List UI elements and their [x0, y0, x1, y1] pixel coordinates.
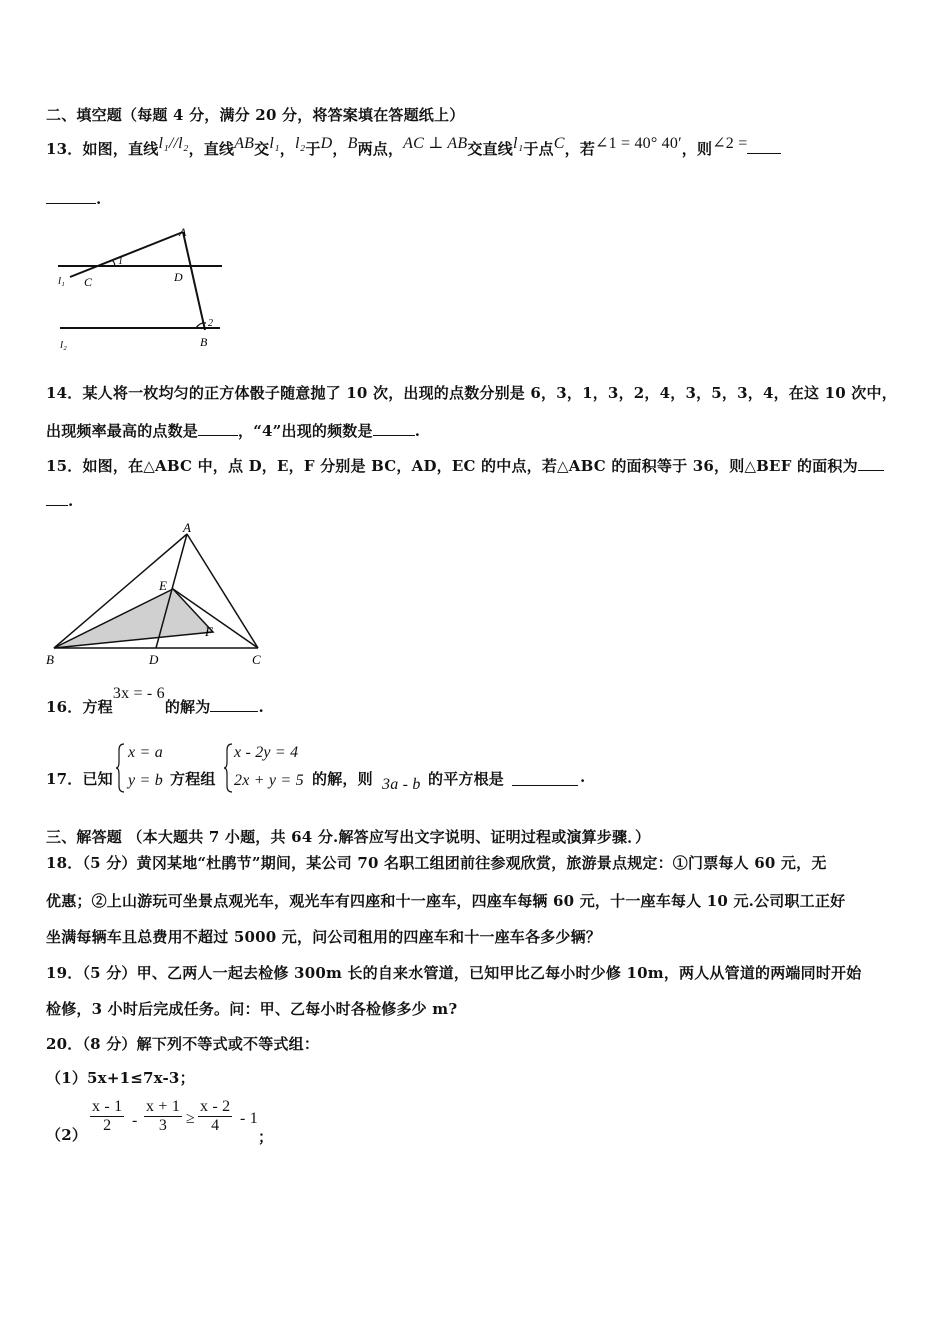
label-l2: l₂	[60, 339, 67, 351]
question-14-line2	[46, 420, 420, 441]
fraction-3	[198, 1098, 232, 1135]
line-ac	[70, 232, 183, 277]
q17-system1-row2: y = b	[128, 772, 163, 789]
q16-text: 16．方程	[46, 698, 113, 716]
left-brace-icon	[116, 742, 126, 794]
q13-text: 于	[305, 140, 321, 158]
question-13	[46, 135, 781, 159]
q20-part2-label: （2）	[46, 1126, 88, 1144]
q13-point-d: D	[320, 135, 333, 152]
q16-end: .	[258, 698, 264, 716]
label-angle-2: 2	[208, 318, 213, 329]
answer-blank[interactable]	[747, 152, 781, 154]
question-18-line2: 优惠；②上山游玩可坐景点观光车，观光车有四座和十一座车，四座车每辆 60 元，十一座车每人 10 元.公司职工正好	[46, 892, 846, 910]
answer-blank[interactable]	[512, 784, 578, 786]
q17-text: 方程组	[170, 770, 216, 788]
q17-expression: 3a - b	[382, 776, 421, 793]
q16-text: 的解为	[164, 698, 211, 716]
question-15-line1	[46, 455, 884, 476]
label-e: E	[159, 578, 167, 593]
shaded-triangle-bef	[54, 589, 213, 648]
figure-15-triangle	[40, 520, 275, 670]
q20-semicolon: ；	[258, 1128, 274, 1146]
q16-equation: 3x = - 6	[112, 685, 165, 702]
label-b: B	[200, 335, 208, 349]
q17-system1-row1: x = a	[128, 744, 163, 761]
q17-system2-row1: x - 2y = 4	[234, 744, 299, 761]
q13-text: 13．如图，直线	[46, 140, 159, 158]
answer-blank[interactable]	[858, 469, 884, 471]
fraction-2	[144, 1098, 182, 1135]
q13-text: 交直线	[467, 140, 513, 158]
label-b: B	[46, 652, 54, 667]
label-angle-1: 1	[118, 256, 123, 267]
minus-sign: -	[132, 1112, 138, 1129]
answer-blank[interactable]	[198, 434, 238, 436]
fraction-1	[90, 1098, 124, 1135]
fraction-1-denominator: 2	[103, 1117, 112, 1134]
figure-13-parallel-lines	[50, 222, 230, 357]
question-18-line3: 坐满每辆车且总费用不超过 5000 元，问公司租用的四座车和十一座车各多少辆？	[46, 928, 601, 946]
question-13-cont	[46, 190, 101, 208]
label-f: F	[205, 624, 213, 639]
label-c: C	[84, 275, 93, 289]
fraction-3-numerator: x - 2	[200, 1098, 231, 1115]
answer-blank[interactable]	[210, 710, 258, 712]
q13-point-b: B	[347, 135, 358, 152]
question-19-line1: 19．（5 分）甲、乙两人一起去检修 300m 长的自来水管道，已知甲比乙每小时少修 10m，两人从管道的两端同时开始	[46, 964, 862, 982]
q13-text: 于点	[523, 140, 554, 158]
q13-angle-1: ∠1 = 40° 40′	[595, 135, 682, 152]
q17-text: 的解，则	[312, 770, 373, 788]
q17-text: 的平方根是	[428, 770, 505, 788]
q14-text: .	[414, 422, 421, 440]
q17-text: 17．已知	[46, 770, 113, 788]
question-18-line1: 18．（5 分）黄冈某地“杜鹃节”期间，某公司 70 名职工组团前往参观欣赏，旅游景点规定：①门票每人 60 元，无	[46, 854, 827, 872]
answer-blank[interactable]	[373, 434, 415, 436]
line-ab	[183, 232, 205, 330]
q15-end: .	[68, 492, 74, 510]
q13-text: ，则	[681, 140, 713, 158]
q13-l1: l₁	[512, 135, 524, 152]
q17-end: .	[580, 768, 586, 786]
answer-blank[interactable]	[46, 202, 96, 204]
fraction-2-denominator: 3	[158, 1117, 168, 1134]
question-15-cont	[46, 492, 73, 510]
label-d: D	[149, 652, 159, 667]
label-a: A	[179, 225, 187, 239]
q13-text: ，	[332, 140, 348, 158]
fraction-1-numerator: x - 1	[92, 1098, 123, 1115]
q13-text: ，直线	[188, 140, 235, 158]
q13-line-ab: AB	[234, 135, 255, 152]
q15-text: 15．如图，在△ABC 中，点 D，E，F 分别是 BC，AD，EC 的中点，若△ABC 的面积等于 36，则△BEF 的面积为	[46, 457, 858, 475]
q17-system2-row2: 2x + y = 5	[234, 772, 304, 789]
fraction-3-denominator: 4	[211, 1117, 220, 1134]
fraction-2-numerator: x + 1	[146, 1098, 181, 1115]
q13-perpendicular: AC ⊥ AB	[403, 135, 468, 152]
label-l1: l₁	[58, 275, 65, 287]
section-2-heading: 二、填空题（每题 4 分，满分 20 分，将答案填在答题纸上）	[46, 106, 465, 124]
question-20-part1: （1）5x+1≤7x-3；	[46, 1069, 195, 1087]
q13-text: 交	[254, 140, 270, 158]
section-3-heading: 三、解答题 （本大题共 7 小题，共 64 分.解答应写出文字说明、证明过程或演算步骤．）	[46, 828, 651, 846]
question-19-line2: 检修，3 小时后完成任务。问：甲、乙每小时各检修多少 m?	[46, 1000, 458, 1018]
q13-l1: l₁	[269, 135, 280, 152]
q13-angle-2: ∠2 =	[712, 135, 748, 152]
q13-end: .	[96, 190, 102, 208]
q13-text: ，若	[564, 140, 596, 158]
question-20-line1: 20．（8 分）解下列不等式或不等式组：	[46, 1035, 320, 1053]
q14-text: ，“4”出现的频数是	[238, 422, 373, 440]
q13-l2: l₂	[294, 135, 306, 152]
q13-parallel-lines: l₁//l₂	[158, 135, 189, 152]
question-14-line1: 14．某人将一枚均匀的正方体骰子随意抛了 10 次，出现的点数分别是 6，3，1，3，2，4，3，5，3，4，在这 10 次中，	[46, 384, 897, 402]
q14-text: 出现频率最高的点数是	[46, 422, 199, 440]
minus-one: - 1	[240, 1110, 258, 1127]
q13-point-c: C	[553, 135, 565, 152]
label-c: C	[252, 652, 261, 667]
q13-text: 两点，	[357, 140, 404, 158]
geq-sign: ≥	[186, 1110, 195, 1127]
q13-text: ，	[279, 140, 295, 158]
answer-blank[interactable]	[46, 504, 68, 506]
label-a: A	[183, 520, 191, 535]
left-brace-icon	[224, 742, 234, 794]
question-16	[46, 685, 264, 717]
label-d: D	[174, 270, 183, 284]
